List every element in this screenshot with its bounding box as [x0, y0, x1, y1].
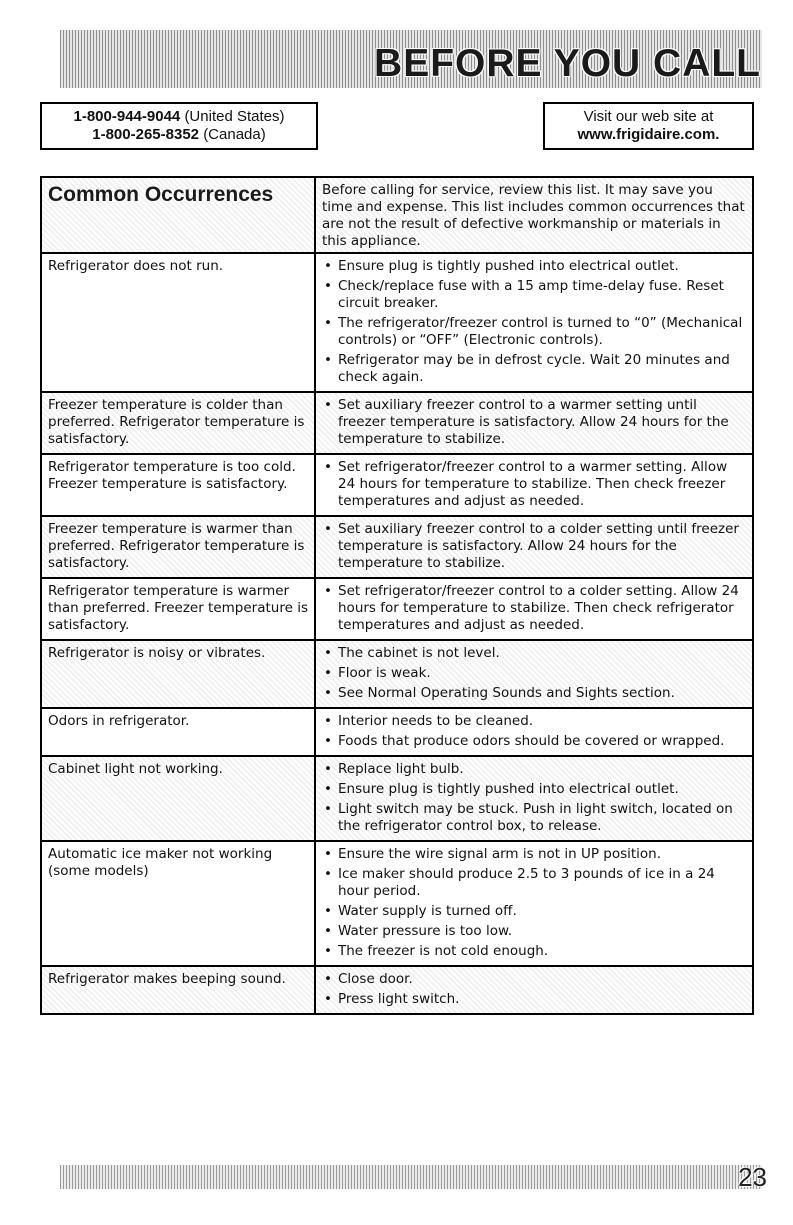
table-row — [42, 757, 752, 842]
solution-cell — [316, 455, 752, 515]
solution-cell — [316, 967, 752, 1013]
solution-item: • Replace light bulb. — [322, 761, 746, 778]
page-title: BEFORE YOU CALL — [374, 42, 761, 85]
table-row — [42, 709, 752, 757]
solution-item: • Press light switch. — [322, 991, 746, 1008]
solution-item: • Ensure the wire signal arm is not in UP position. — [322, 846, 746, 863]
table-row — [42, 517, 752, 579]
solution-cell — [316, 842, 752, 965]
solution-item: • Water supply is turned off. — [322, 903, 746, 920]
problem-cell: Freezer temperature is warmer than preferred. Refrigerator temperature is satisfactory. — [42, 517, 316, 577]
canada-phone-label: (Canada) — [203, 126, 266, 143]
table-row — [42, 842, 752, 967]
solution-item: • The freezer is not cold enough. — [322, 943, 746, 960]
solution-cell — [316, 579, 752, 639]
solution-list — [322, 397, 746, 448]
us-phone-number: 1-800-944-9044 — [73, 108, 181, 125]
solution-cell — [316, 517, 752, 577]
solution-item: • The refrigerator/freezer control is turned to “0” (Mechanical controls) or “OFF” (Electronic controls). — [322, 315, 746, 349]
problem-cell: Freezer temperature is colder than preferred. Refrigerator temperature is satisfactory. — [42, 393, 316, 453]
solution-list — [322, 971, 746, 1008]
page-number: 23 — [738, 1162, 767, 1192]
solution-list — [322, 583, 746, 634]
solution-item: • Foods that produce odors should be covered or wrapped. — [322, 733, 746, 750]
phone-contact-box — [40, 102, 318, 150]
solution-item: • Water pressure is too low. — [322, 923, 746, 940]
solution-list — [322, 846, 746, 960]
solution-item: • Set auxiliary freezer control to a warmer setting until freezer temperature is satisfactory. Allow 24 hours for the temperature to stabilize. — [322, 397, 746, 448]
solution-item: • Set refrigerator/freezer control to a warmer setting. Allow 24 hours for temperature to stabilize. Then check freezer temperatures and adjust as needed. — [322, 459, 746, 510]
problem-cell: Refrigerator makes beeping sound. — [42, 967, 316, 1013]
problem-cell: Cabinet light not working. — [42, 757, 316, 840]
table-row — [42, 641, 752, 709]
solution-item: • See Normal Operating Sounds and Sights section. — [322, 685, 746, 702]
us-phone-label: (United States) — [184, 108, 285, 125]
solution-item: • Ensure plug is tightly pushed into electrical outlet. — [322, 258, 746, 275]
solution-list — [322, 258, 746, 386]
solution-item: • Ice maker should produce 2.5 to 3 pounds of ice in a 24 hour period. — [322, 866, 746, 900]
solution-cell — [316, 709, 752, 755]
solution-list — [322, 761, 746, 835]
solution-cell — [316, 254, 752, 391]
website-contact-box — [543, 102, 754, 150]
solution-item: • Ensure plug is tightly pushed into electrical outlet. — [322, 781, 746, 798]
website-url: www.frigidaire.com. — [577, 126, 720, 143]
problem-cell: Refrigerator is noisy or vibrates. — [42, 641, 316, 707]
solution-item: • Light switch may be stuck. Push in light switch, located on the refrigerator control box, to release. — [322, 801, 746, 835]
problem-cell: Refrigerator does not run. — [42, 254, 316, 391]
solution-list — [322, 521, 746, 572]
solution-cell — [316, 757, 752, 840]
solution-item: • Interior needs to be cleaned. — [322, 713, 746, 730]
table-intro: Before calling for service, review this list. It may save you time and expense. This list includes common occurrences that are not the result of defective workmanship or materials in this appliance. — [322, 182, 745, 249]
solution-item: • Check/replace fuse with a 15 amp time-delay fuse. Reset circuit breaker. — [322, 278, 746, 312]
table-row — [42, 393, 752, 455]
table-row — [42, 455, 752, 517]
canada-phone-number: 1-800-265-8352 — [92, 126, 200, 143]
solution-item: • The cabinet is not level. — [322, 645, 746, 662]
solution-item: • Set auxiliary freezer control to a colder setting until freezer temperature is satisfactory. Allow 24 hours for the temperature to stabilize. — [322, 521, 746, 572]
solution-item: • Close door. — [322, 971, 746, 988]
solution-item: • Floor is weak. — [322, 665, 746, 682]
occurrences-table — [40, 176, 754, 1015]
solution-cell — [316, 393, 752, 453]
table-row — [42, 254, 752, 393]
solution-item: • Refrigerator may be in defrost cycle. Wait 20 minutes and check again. — [322, 352, 746, 386]
footer-band — [60, 1165, 762, 1189]
problem-cell: Odors in refrigerator. — [42, 709, 316, 755]
website-label: Visit our web site at — [583, 108, 714, 125]
table-row — [42, 967, 752, 1013]
problem-cell: Automatic ice maker not working (some models) — [42, 842, 316, 965]
problem-cell: Refrigerator temperature is warmer than preferred. Freezer temperature is satisfactory. — [42, 579, 316, 639]
table-heading-row — [42, 178, 752, 254]
solution-list — [322, 645, 746, 702]
problem-cell: Refrigerator temperature is too cold. Freezer temperature is satisfactory. — [42, 455, 316, 515]
solution-item: • Set refrigerator/freezer control to a colder setting. Allow 24 hours for temperature to stabilize. Then check refrigerator temperatures and adjust as needed. — [322, 583, 746, 634]
solution-list — [322, 459, 746, 510]
solution-list — [322, 713, 746, 750]
solution-cell — [316, 641, 752, 707]
table-heading: Common Occurrences — [48, 183, 274, 206]
table-row — [42, 579, 752, 641]
